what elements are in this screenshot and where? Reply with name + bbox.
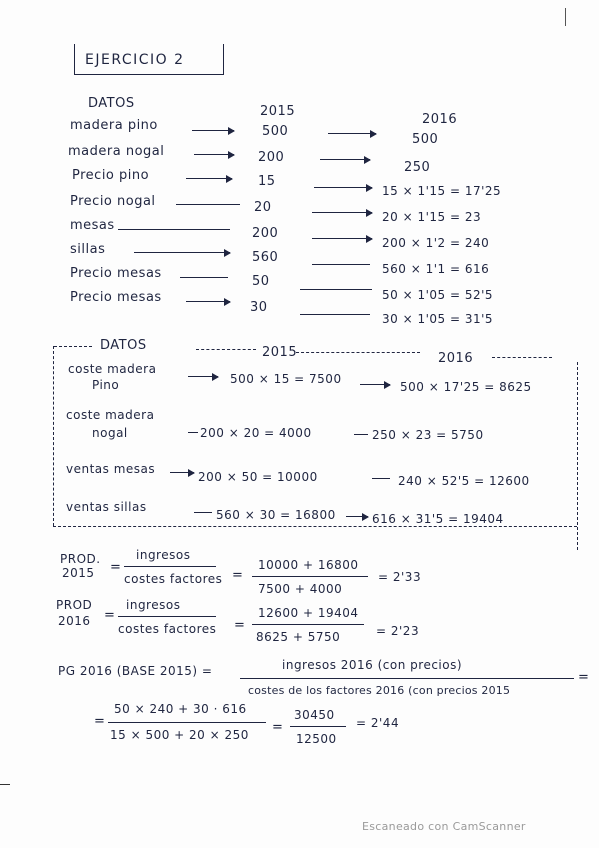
connector-line xyxy=(300,314,370,315)
value-2016: 240 × 52'5 = 12600 xyxy=(398,474,530,488)
pg-result: = 2'44 xyxy=(356,716,400,730)
connector-line xyxy=(118,229,230,230)
fraction-bar xyxy=(252,624,364,625)
value-2015: 200 xyxy=(252,226,279,241)
camscanner-watermark: Escaneado con CamScanner xyxy=(362,820,526,833)
arrow-icon xyxy=(328,133,376,134)
value-2016: 20 × 1'15 = 23 xyxy=(382,210,482,224)
value-2015: 15 xyxy=(258,174,276,189)
value-2015: 50 xyxy=(252,274,270,289)
arrow-icon xyxy=(320,159,370,160)
connector-line xyxy=(372,478,390,479)
data-label: Pino xyxy=(92,378,120,392)
value-2015: 20 xyxy=(254,200,272,215)
value-2016: 200 × 1'2 = 240 xyxy=(382,236,490,250)
connector-line xyxy=(180,277,228,278)
value-2015: 500 × 15 = 7500 xyxy=(230,372,342,386)
arrow-icon xyxy=(134,252,230,253)
data-label: nogal xyxy=(92,426,128,440)
value-2016: 250 xyxy=(404,160,431,175)
data-label: madera nogal xyxy=(68,144,165,159)
fraction-bar xyxy=(240,678,574,679)
arrow-icon xyxy=(360,384,390,385)
dashed-border xyxy=(53,346,54,526)
prod-2015-year: 2015 xyxy=(62,566,95,580)
pg-den: costes de los factores 2016 (con precios 2015 xyxy=(248,684,511,697)
data-label: mesas xyxy=(70,218,115,233)
year-2016-header: 2016 xyxy=(422,112,458,127)
datos2-year-2015: 2015 xyxy=(262,345,298,360)
pg-label: PG 2016 (BASE 2015) = xyxy=(58,664,213,678)
value-2015: 200 × 50 = 10000 xyxy=(198,470,318,484)
dashed-border xyxy=(296,352,420,353)
dashed-border xyxy=(196,349,256,350)
arrow-icon xyxy=(186,178,232,179)
fraction-bar xyxy=(252,576,368,577)
prod-2015-label: PROD. xyxy=(60,552,101,566)
data-label: coste madera xyxy=(68,362,157,376)
arrow-icon xyxy=(188,376,218,377)
pg-num2: 50 × 240 + 30 · 616 xyxy=(114,702,247,716)
fraction-bar xyxy=(118,616,216,617)
connector-line xyxy=(176,204,240,205)
prod-2016-year: 2016 xyxy=(58,614,91,628)
exercise-title-box xyxy=(74,44,224,75)
pg-equals-trailing: = xyxy=(578,670,590,685)
fraction-bar xyxy=(108,722,266,723)
value-2015: 500 xyxy=(262,124,289,139)
prod-2016-num: ingresos xyxy=(126,598,181,612)
value-2015: 30 xyxy=(250,300,268,315)
data-label: Precio pino xyxy=(72,168,150,183)
prod-2015-den2: 7500 + 4000 xyxy=(258,582,343,596)
scan-mark xyxy=(565,8,566,26)
arrow-icon xyxy=(346,516,368,517)
value-2016: 250 × 23 = 5750 xyxy=(372,428,484,442)
pg-num3: 30450 xyxy=(294,708,335,722)
fraction-bar xyxy=(124,566,216,567)
value-2016: 500 × 17'25 = 8625 xyxy=(400,380,532,394)
prod-2016-den: costes factores xyxy=(118,622,217,636)
connector-line xyxy=(312,264,370,265)
prod-2016-label: PROD xyxy=(56,598,93,612)
value-2016: 616 × 31'5 = 19404 xyxy=(372,512,504,526)
fraction-bar xyxy=(290,726,346,727)
arrow-icon xyxy=(194,154,234,155)
value-2016: 500 xyxy=(412,132,439,147)
value-2015: 560 xyxy=(252,250,279,265)
prod-2015-den: costes factores xyxy=(124,572,223,586)
value-2016: 15 × 1'15 = 17'25 xyxy=(382,184,502,198)
dashed-border xyxy=(577,362,578,550)
data-label: Precio mesas xyxy=(70,290,162,305)
datos2-year-2016: 2016 xyxy=(438,351,474,366)
scanned-page: EJERCICIO 2 DATOS 2015 2016 madera pino 500 500 madera nogal 200 250 Precio pino 15 15 × 1'15 = 17'25 Precio nogal 20 20 × 1'15 = 23 mesas 200 200 × 1'2 = 240 sillas 560 560 × 1'1 = 616 Precio mesas 50 50 × 1'05 = 52'5 Precio mesas 30 30 × 1'05 = 31'5 DATOS 2015 2016 coste madera Pino 500 × 15 = 7500 500 × 17'25 = 8625 coste madera nogal 200 × 20 = 4000 250 × 23 = 5750 ventas mesas 200 × 50 = 10000 240 × 52'5 = 12600 ventas sillas 560 × 30 = 16800 616 × 31'5 = 19404 PROD. 2015 = ingresos costes factores = 10000 + 16800 7500 + 4000 = 2'33 PROD 2016 = ingresos costes factores = 12600 + 19404 8625 + 5750 = 2'23 PG 2016 (BASE 2015) = ingresos 2016 (con precios) costes de los factores 2016 (con precios 2015 = = 50 × 240 + 30 · 616 15 × 500 + 20 × 250 = 30450 12500 = 2'44 Escaneado con CamScanner xyxy=(0,0,599,848)
data-label: sillas xyxy=(70,242,106,257)
scan-mark xyxy=(0,784,10,785)
connector-line xyxy=(300,289,372,290)
pg-den3: 12500 xyxy=(296,732,337,746)
connector-line xyxy=(188,432,198,433)
exercise-title: EJERCICIO 2 xyxy=(85,52,185,68)
pg-den2: 15 × 500 + 20 × 250 xyxy=(110,728,249,742)
value-2016: 50 × 1'05 = 52'5 xyxy=(382,288,494,302)
data-label: coste madera xyxy=(66,408,155,422)
prod-2015-result: = 2'33 xyxy=(378,570,422,584)
datos2-heading: DATOS xyxy=(100,338,147,353)
data-label: ventas sillas xyxy=(66,500,147,514)
arrow-icon xyxy=(192,130,234,131)
datos-heading: DATOS xyxy=(88,96,135,111)
dashed-border xyxy=(53,526,577,527)
arrow-icon xyxy=(170,472,194,473)
data-label: madera pino xyxy=(70,118,158,133)
dashed-border xyxy=(492,357,552,358)
value-2016: 30 × 1'05 = 31'5 xyxy=(382,312,494,326)
prod-2015-num2: 10000 + 16800 xyxy=(258,558,359,572)
prod-2016-den2: 8625 + 5750 xyxy=(256,630,341,644)
prod-2016-result: = 2'23 xyxy=(376,624,420,638)
arrow-icon xyxy=(312,212,372,213)
prod-2016-num2: 12600 + 19404 xyxy=(258,606,359,620)
arrow-icon xyxy=(186,301,230,302)
value-2015: 560 × 30 = 16800 xyxy=(216,508,336,522)
value-2015: 200 × 20 = 4000 xyxy=(200,426,312,440)
prod-2015-num: ingresos xyxy=(136,548,191,562)
dashed-border xyxy=(54,346,92,347)
arrow-icon xyxy=(314,187,372,188)
arrow-icon xyxy=(312,238,372,239)
connector-line xyxy=(194,512,212,513)
data-label: Precio mesas xyxy=(70,266,162,281)
pg-num: ingresos 2016 (con precios) xyxy=(282,658,463,672)
connector-line xyxy=(354,434,368,435)
data-label: ventas mesas xyxy=(66,462,156,476)
value-2015: 200 xyxy=(258,150,285,165)
data-label: Precio nogal xyxy=(70,194,156,209)
value-2016: 560 × 1'1 = 616 xyxy=(382,262,490,276)
year-2015-header: 2015 xyxy=(260,104,296,119)
